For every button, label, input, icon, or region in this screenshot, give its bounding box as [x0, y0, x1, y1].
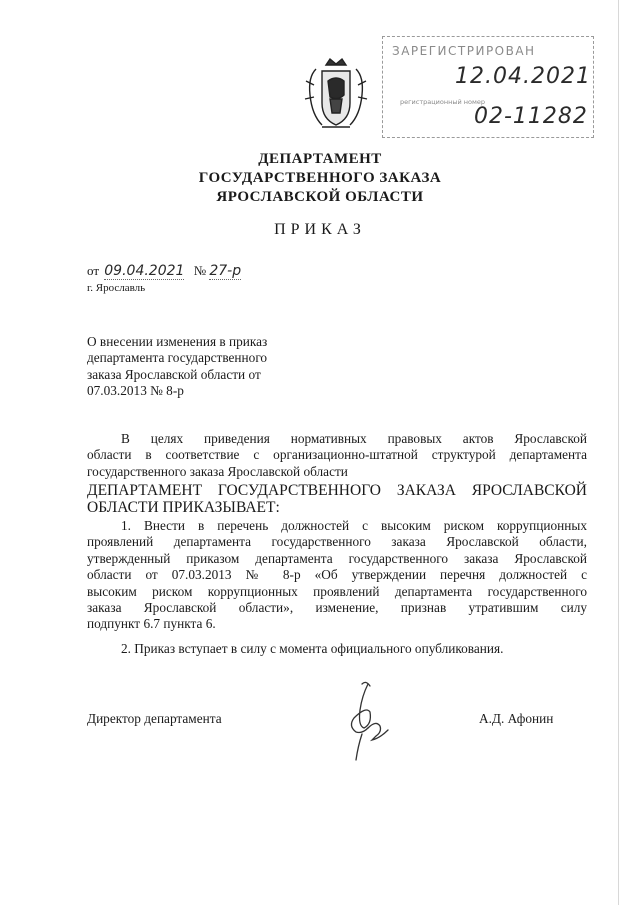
signatory-name: А.Д. Афонин: [479, 711, 554, 726]
subject-line: О внесении изменения в приказ: [87, 334, 268, 349]
subject-line: 07.03.2013 № 8-р: [87, 383, 184, 399]
subject-block: [87, 334, 347, 400]
item-1-line: проявлений департамента государственного заказа Ярославской области,: [87, 534, 587, 550]
date-prefix: от: [87, 263, 100, 278]
item-1-line: подпункт 6.7 пункта 6.: [87, 616, 216, 632]
department-name-line2: ГОСУДАРСТВЕННОГО ЗАКАЗА: [198, 170, 442, 186]
item-1: [87, 518, 587, 633]
number-prefix: №: [193, 263, 207, 278]
scan-edge-line: [618, 0, 619, 905]
order-heading-line: ОБЛАСТИ ПРИКАЗЫВАЕТ:: [87, 499, 280, 516]
registration-date: 12.04.2021: [455, 64, 591, 89]
item-1-line: области от 07.03.2013 № 8-р «Об утверждении перечня должностей с: [87, 567, 587, 583]
body-line: области в соответствие с организационно-штатной структурой департамента: [87, 447, 587, 463]
registration-stamp-label: ЗАРЕГИСТРИРОВАН: [392, 44, 536, 58]
body-line: В целях приведения нормативных правовых актов Ярославской: [121, 431, 587, 446]
city: г. Ярославль: [87, 282, 146, 294]
item-1-line: заказа Ярославской области», изменение, признав утратившим силу: [87, 600, 587, 616]
order-heading-line: ДЕПАРТАМЕНТ ГОСУДАРСТВЕННОГО ЗАКАЗА ЯРОСЛАВСКОЙ: [87, 482, 587, 499]
signature-position: Директор департамента: [87, 711, 222, 726]
department-name-line3: ЯРОСЛАВСКОЙ ОБЛАСТИ: [216, 189, 424, 205]
order-number: 27-р: [209, 263, 242, 279]
registration-number: 02-11282: [474, 104, 588, 129]
subject-line: департамента государственного: [87, 350, 268, 366]
order-date-number: [87, 263, 241, 279]
registration-number-label: регистрационный номер: [400, 98, 486, 106]
body-line: государственного заказа Ярославской области: [87, 463, 348, 479]
body-intro: [87, 431, 587, 480]
handwritten-signature: [332, 676, 402, 766]
item-1-line: высоким риском коррупционных проявлений департамента государственного: [87, 583, 587, 599]
order-date: 09.04.2021: [104, 263, 185, 279]
item-2: 2. Приказ вступает в силу с момента официального опубликования.: [121, 641, 504, 656]
coat-of-arms-emblem: [300, 55, 372, 135]
document-type: ПРИКАЗ: [274, 221, 366, 238]
item-1-line: 1. Внести в перечень должностей с высоким риском коррупционных: [121, 518, 587, 533]
department-name-line1: ДЕПАРТАМЕНТ: [258, 151, 382, 167]
order-heading: [87, 482, 587, 516]
item-1-line: утвержденный приказом департамента государственного заказа Ярославской: [87, 550, 587, 566]
subject-line: заказа Ярославской области от: [87, 366, 261, 382]
